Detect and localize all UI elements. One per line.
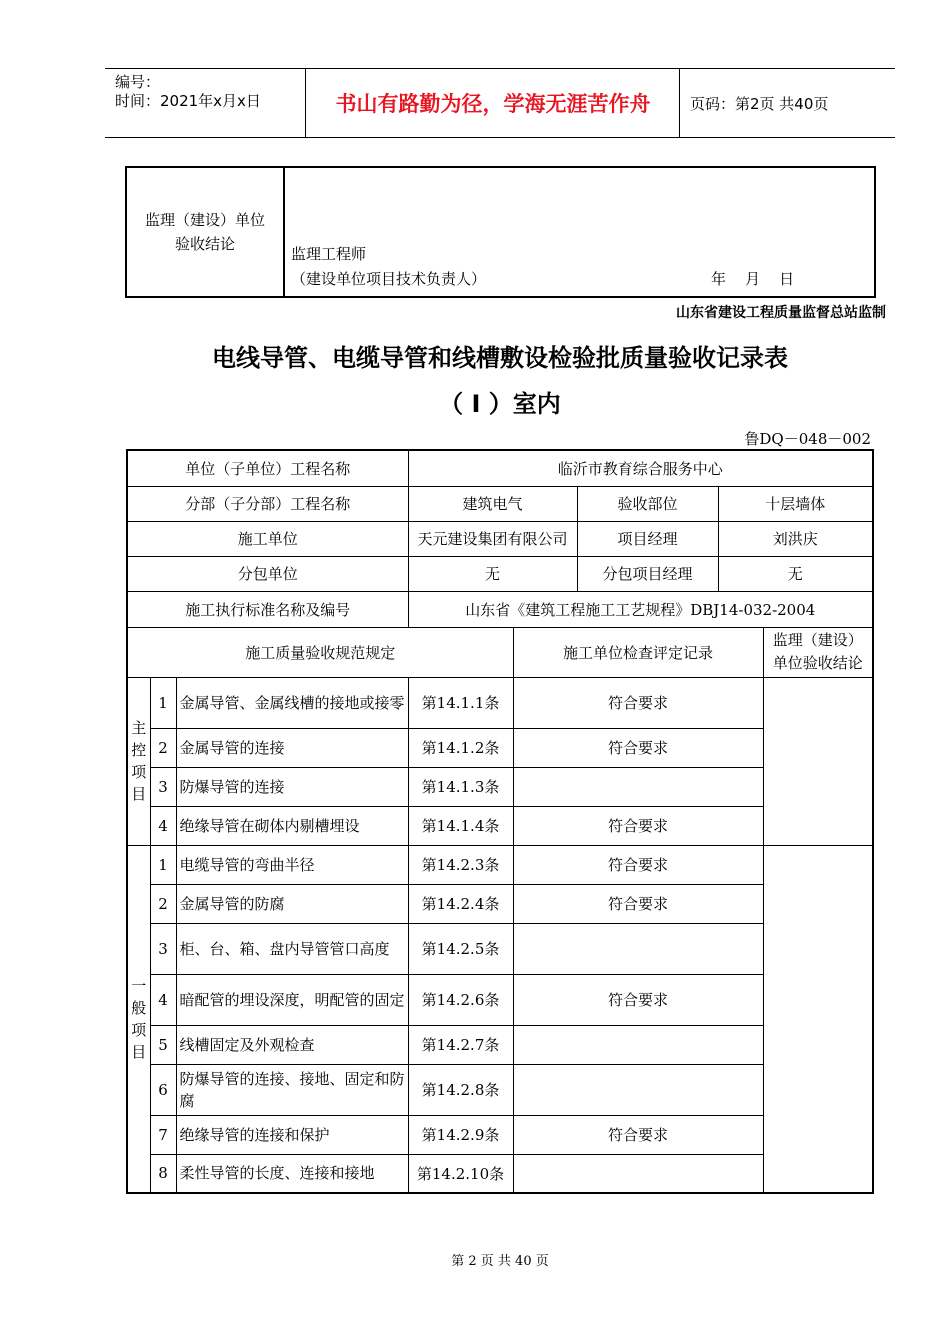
item-text: 金属导管的连接 <box>176 728 408 767</box>
page-info: 页码：第2页 共40页 <box>690 94 829 113</box>
form-code: 鲁DQ－048－002 <box>744 430 871 448</box>
table-row <box>127 767 873 806</box>
item-number: 6 <box>150 1064 176 1115</box>
unit-value: 临沂市教育综合服务中心 <box>408 450 873 486</box>
item-record <box>513 923 763 974</box>
item-text: 柜、台、箱、盘内导管管口高度 <box>176 923 408 974</box>
info-row-unit <box>127 450 873 486</box>
form-subtitle: （ Ⅰ ）室内 <box>439 390 561 418</box>
date-fields: 年 月 日 <box>711 270 795 288</box>
table-row <box>127 1154 873 1193</box>
supervision-header-line1: 监理（建设） <box>772 631 863 649</box>
table-row <box>127 806 873 845</box>
item-record <box>513 1025 763 1064</box>
header-divider <box>679 69 680 137</box>
standard-label: 施工执行标准名称及编号 <box>127 591 408 627</box>
pm-label: 项目经理 <box>577 521 718 556</box>
standard-value: 山东省《建筑工程施工工艺规程》DBJ14-032-2004 <box>408 591 873 627</box>
record-header: 施工单位检查评定记录 <box>513 627 763 677</box>
supervision-header <box>763 627 873 677</box>
sub-pm-label: 分包项目经理 <box>577 556 718 591</box>
table-row <box>127 1025 873 1064</box>
supervision-label-line2: 验收结论 <box>174 235 235 253</box>
form-title: 电线导管、电缆导管和线槽敷设检验批质量验收记录表 <box>212 344 788 372</box>
table-row <box>127 845 873 884</box>
part-value: 十层墙体 <box>718 486 873 521</box>
item-record <box>513 767 763 806</box>
main-group-label: 主 控 项 目 <box>127 677 150 845</box>
item-text: 金属导管的防腐 <box>176 884 408 923</box>
info-row-sub <box>127 556 873 591</box>
part-label: 验收部位 <box>577 486 718 521</box>
contractor-label: 施工单位 <box>127 521 408 556</box>
item-clause: 第14.2.5条 <box>408 923 513 974</box>
item-record: 符合要求 <box>513 677 763 728</box>
contractor-value: 天元建设集团有限公司 <box>408 521 577 556</box>
item-text: 电缆导管的弯曲半径 <box>176 845 408 884</box>
info-row-division <box>127 486 873 521</box>
item-clause: 第14.2.8条 <box>408 1064 513 1115</box>
item-clause: 第14.2.4条 <box>408 884 513 923</box>
general-supervision-cell <box>763 845 873 1193</box>
item-record: 符合要求 <box>513 974 763 1025</box>
supervision-label-line1: 监理（建设）单位 <box>144 211 265 229</box>
date-label: 时间：2021年x月x日 <box>115 92 261 110</box>
item-number: 2 <box>150 728 176 767</box>
sub-pm-value: 无 <box>718 556 873 591</box>
item-text: 暗配管的埋设深度，明配管的固定 <box>176 974 408 1025</box>
table-row <box>127 884 873 923</box>
item-number: 2 <box>150 884 176 923</box>
engineer-label: 监理工程师 <box>291 245 367 263</box>
info-row-contractor <box>127 521 873 556</box>
source-label: 山东省建设工程质量监督总站监制 <box>676 305 886 321</box>
item-record <box>513 1064 763 1115</box>
sub-value: 无 <box>408 556 577 591</box>
item-clause: 第14.1.2条 <box>408 728 513 767</box>
pm-value: 刘洪庆 <box>718 521 873 556</box>
motto: 书山有路勤为径，学海无涯苦作舟 <box>335 92 651 116</box>
item-record: 符合要求 <box>513 1115 763 1154</box>
item-text: 绝缘导管在砌体内剔槽埋设 <box>176 806 408 845</box>
table-row <box>127 974 873 1025</box>
division-value: 建筑电气 <box>408 486 577 521</box>
item-number: 1 <box>150 677 176 728</box>
table-row <box>127 923 873 974</box>
supervision-label <box>126 167 284 297</box>
unit-label: 单位（子单位）工程名称 <box>127 450 408 486</box>
tech-lead-label: （建设单位项目技术负责人） <box>291 270 487 288</box>
supervision-conclusion-cell <box>284 167 875 297</box>
table-row <box>127 1115 873 1154</box>
item-record: 符合要求 <box>513 806 763 845</box>
item-clause: 第14.1.3条 <box>408 767 513 806</box>
item-text: 柔性导管的长度、连接和接地 <box>176 1154 408 1193</box>
item-text: 防爆导管的连接 <box>176 767 408 806</box>
item-text: 线槽固定及外观检查 <box>176 1025 408 1064</box>
main-supervision-cell <box>763 677 873 845</box>
item-text: 金属导管、金属线槽的接地或接零 <box>176 677 408 728</box>
item-record: 符合要求 <box>513 884 763 923</box>
header-divider <box>305 69 306 137</box>
item-text: 绝缘导管的连接和保护 <box>176 1115 408 1154</box>
item-clause: 第14.2.10条 <box>408 1154 513 1193</box>
supervision-table <box>125 166 876 298</box>
item-number: 4 <box>150 974 176 1025</box>
supervision-header-line2: 单位验收结论 <box>772 654 863 672</box>
item-clause: 第14.2.6条 <box>408 974 513 1025</box>
item-number: 3 <box>150 923 176 974</box>
item-clause: 第14.1.1条 <box>408 677 513 728</box>
header-meta <box>115 73 261 111</box>
item-record <box>513 1154 763 1193</box>
info-row-standard <box>127 591 873 627</box>
item-number: 8 <box>150 1154 176 1193</box>
item-number: 4 <box>150 806 176 845</box>
item-clause: 第14.2.9条 <box>408 1115 513 1154</box>
item-number: 7 <box>150 1115 176 1154</box>
sub-label: 分包单位 <box>127 556 408 591</box>
item-number: 3 <box>150 767 176 806</box>
page-header <box>105 68 895 138</box>
general-group-label: 一 般 项 目 <box>127 845 150 1193</box>
table-row <box>127 728 873 767</box>
item-clause: 第14.2.3条 <box>408 845 513 884</box>
item-number: 1 <box>150 845 176 884</box>
column-header-row <box>127 627 873 677</box>
number-label: 编号： <box>115 73 161 91</box>
table-row <box>127 1064 873 1115</box>
item-clause: 第14.1.4条 <box>408 806 513 845</box>
page-footer: 第 2 页 共 40 页 <box>451 1254 549 1269</box>
item-number: 5 <box>150 1025 176 1064</box>
table-row <box>127 677 873 728</box>
spec-header: 施工质量验收规范规定 <box>127 627 513 677</box>
item-record: 符合要求 <box>513 728 763 767</box>
item-clause: 第14.2.7条 <box>408 1025 513 1064</box>
item-text: 防爆导管的连接、接地、固定和防腐 <box>176 1064 408 1115</box>
inspection-table <box>126 449 874 1194</box>
item-record: 符合要求 <box>513 845 763 884</box>
division-label: 分部（子分部）工程名称 <box>127 486 408 521</box>
